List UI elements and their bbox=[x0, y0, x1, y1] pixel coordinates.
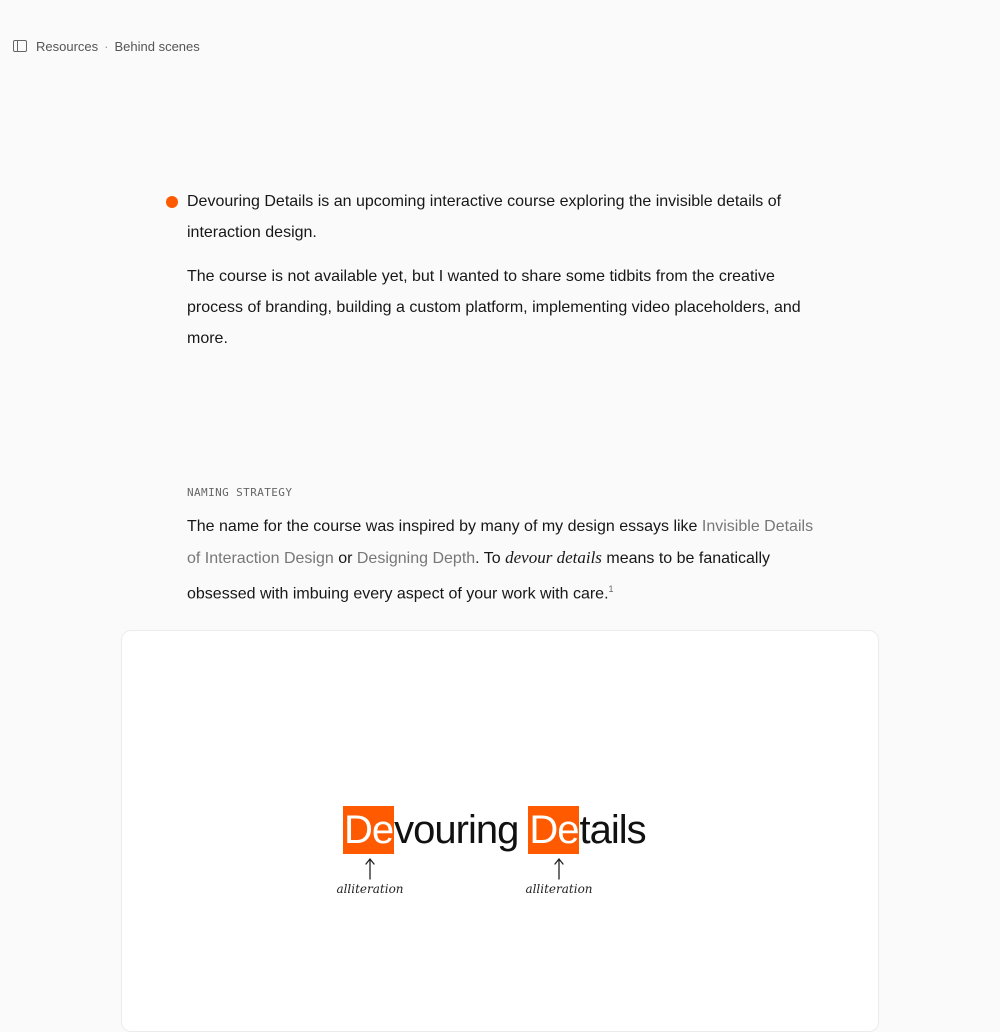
breadcrumb-separator: · bbox=[104, 38, 109, 54]
arrow-up-icon bbox=[554, 858, 564, 880]
logo-word-1-rest: vouring bbox=[394, 807, 519, 852]
annotation-alliteration-1: alliteration bbox=[336, 882, 404, 896]
logo-highlight-1: De bbox=[344, 808, 394, 852]
section-label-naming: NAMING STRATEGY bbox=[187, 486, 293, 499]
naming-emphasis: devour details bbox=[505, 548, 602, 567]
link-invisible-details[interactable]: Invisible Details of Interaction Design bbox=[187, 518, 814, 567]
breadcrumb-resources[interactable]: Resources bbox=[36, 38, 99, 54]
logo-word-2-rest: tails bbox=[579, 807, 646, 852]
top-bar bbox=[0, 0, 1000, 60]
logo-highlight-2: De bbox=[529, 808, 579, 852]
intro-paragraph-2: The course is not available yet, but I wanted to share some tidbits from the creative process of branding, building a custom platform, implementing video placeholders, and more. bbox=[187, 268, 801, 347]
naming-text-before: The name for the course was inspired by many of my design essays like bbox=[187, 518, 702, 535]
annotation-alliteration-2: alliteration bbox=[525, 882, 593, 896]
naming-text-to: . To bbox=[475, 550, 506, 567]
course-logo bbox=[343, 805, 646, 855]
naming-text-or: or bbox=[333, 550, 357, 567]
breadcrumb bbox=[13, 37, 200, 55]
status-dot-icon bbox=[166, 196, 178, 208]
breadcrumb-behind-scenes[interactable]: Behind scenes bbox=[114, 38, 200, 54]
footnote-link[interactable]: 1 bbox=[608, 584, 614, 594]
naming-paragraph bbox=[187, 511, 827, 609]
sidebar-toggle-icon[interactable] bbox=[13, 40, 27, 52]
intro-paragraph-1: Devouring Details is an upcoming interactive course exploring the invisible details of interaction design. bbox=[187, 193, 782, 241]
arrow-up-icon bbox=[365, 858, 375, 880]
link-designing-depth[interactable]: Designing Depth bbox=[356, 550, 476, 567]
naming-text-after: means to be fanatically obsessed with imbuing every aspect of your work with care. bbox=[187, 550, 771, 603]
intro-section bbox=[187, 186, 827, 367]
